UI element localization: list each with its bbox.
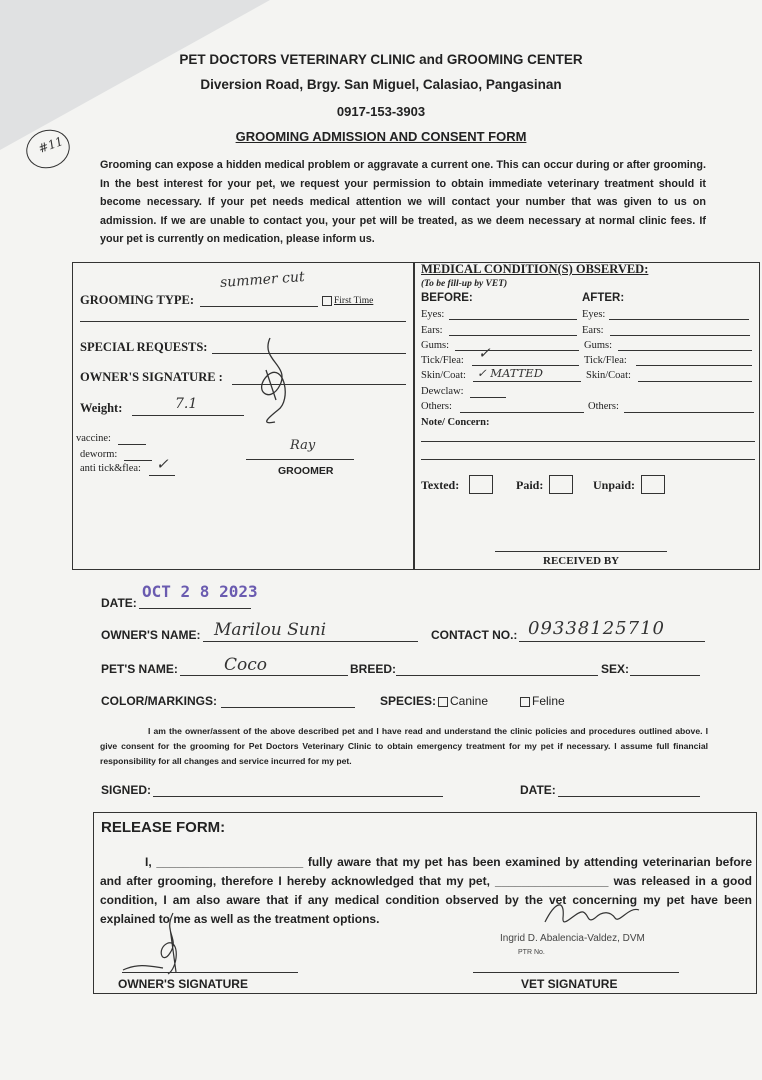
- skin-before-line: [473, 381, 581, 382]
- note-line-2: [421, 459, 755, 460]
- grooming-type-value[interactable]: summer cut: [219, 269, 306, 291]
- date-label: DATE:: [101, 596, 137, 610]
- clinic-phone: 0917-153-3903: [336, 104, 426, 119]
- ears-before-line: [449, 335, 577, 336]
- folded-corner: [0, 0, 270, 150]
- contact-label: CONTACT NO.:: [431, 628, 518, 642]
- weight-line: [132, 415, 244, 416]
- clinic-address: Diversion Road, Brgy. San Miguel, Calasiao, Pangasinan: [200, 77, 562, 92]
- gums-after-line: [618, 350, 752, 351]
- signed-date-line: [558, 796, 700, 797]
- ptr-label: PTR No.: [518, 949, 545, 956]
- grooming-type-line-2: [80, 321, 406, 322]
- date-line: [139, 608, 251, 609]
- grooming-type-line: [200, 306, 318, 307]
- vet-signature-label: VET SIGNATURE: [521, 977, 618, 991]
- anti-tick-value[interactable]: ✓: [156, 455, 169, 473]
- dewclaw-line: [470, 397, 506, 398]
- medical-title: MEDICAL CONDITION(S) OBSERVED:: [421, 262, 649, 276]
- clinic-name: PET DOCTORS VETERINARY CLINIC and GROOMING CENTER: [179, 52, 583, 67]
- feline-label: Feline: [532, 694, 565, 708]
- texted-checkbox[interactable]: [469, 475, 493, 494]
- note-concern-label: Note/ Concern:: [421, 417, 490, 428]
- eyes-before-label: Eyes:: [421, 309, 445, 320]
- before-label: BEFORE:: [421, 292, 473, 304]
- signed-label: SIGNED:: [101, 783, 152, 797]
- pet-name-label: PET'S NAME:: [101, 662, 178, 676]
- tick-after-label: Tick/Flea:: [584, 355, 627, 366]
- special-requests-label: SPECIAL REQUESTS:: [80, 340, 208, 354]
- species-label: SPECIES:: [380, 694, 437, 708]
- skin-before-value[interactable]: ✓ MATTED: [477, 366, 543, 380]
- margin-note: #11: [36, 134, 65, 156]
- gums-before-label: Gums:: [421, 340, 450, 351]
- ears-after-line: [610, 335, 750, 336]
- feline-checkbox[interactable]: [520, 697, 530, 707]
- owner-name-label: OWNER'S NAME:: [101, 628, 201, 642]
- first-time-label: First Time: [334, 296, 374, 307]
- eyes-before-line: [449, 319, 577, 320]
- received-by-line: [495, 551, 667, 552]
- gums-after-label: Gums:: [584, 340, 613, 351]
- eyes-after-label: Eyes:: [582, 309, 606, 320]
- dewclaw-label: Dewclaw:: [421, 386, 464, 397]
- sex-label: SEX:: [601, 662, 630, 676]
- owner-release-signature-line: [122, 972, 298, 973]
- grooming-medical-box: [72, 262, 760, 570]
- gums-before-line: [455, 350, 579, 351]
- owner-signature: [240, 330, 310, 430]
- consent-paragraph: [100, 724, 708, 769]
- release-text: I, ______________________ fully aware that my pet has been examined by attending veterinarian before and after grooming, therefore I hereby acknowledged that my pet, _________________ was released in a good condition, I am also aware that if any medical condition observed by the vet concerning my pet have been explained to me as well as the treatment options.: [100, 855, 752, 926]
- pet-name-line: [180, 675, 348, 676]
- breed-line: [396, 675, 598, 676]
- feline-option[interactable]: [520, 694, 565, 708]
- color-line: [221, 707, 355, 708]
- eyes-after-line: [609, 319, 749, 320]
- vaccine-label: vaccine:: [76, 433, 111, 444]
- date-stamp[interactable]: OCT 2 8 2023: [142, 582, 258, 601]
- tick-before-label: Tick/Flea:: [421, 355, 464, 366]
- ears-before-label: Ears:: [421, 325, 443, 336]
- intro-paragraph: Grooming can expose a hidden medical problem or aggravate a current one. This can occur during or after grooming. In the best interest for your pet, we request your permission to obtain immediate veterinary treatment should it become necessary. If your pet needs medical attention we will contact your number that was given to us on admission. If we are unable to contact you, your pet will be treated, as we deem necessary at normal clinic fees. If your pet is currently on medication, please inform us.: [100, 159, 706, 246]
- owner-release-signature-label: OWNER'S SIGNATURE: [118, 977, 248, 991]
- canine-label: Canine: [450, 694, 489, 708]
- texted-label: Texted:: [421, 478, 460, 492]
- consent-text: I am the owner/assent of the above described pet and I have read and understand the clinic policies and procedures outlined above. I give consent for the grooming for Pet Doctors Veterinary Clinic to obtain emergency treatment for my pet if necessary. I assume full financial responsibility for all changes and service incurred for my pet.: [100, 726, 708, 766]
- signed-date-label: DATE:: [520, 783, 556, 797]
- skin-after-line: [638, 381, 752, 382]
- tick-before-value[interactable]: ✓: [478, 344, 491, 362]
- groomer-label: GROOMER: [278, 465, 334, 477]
- others-after-label: Others:: [588, 401, 619, 412]
- paid-checkbox[interactable]: [549, 475, 573, 494]
- first-time-checkbox[interactable]: [322, 296, 332, 306]
- release-title: RELEASE FORM:: [101, 819, 226, 836]
- others-before-line: [460, 412, 584, 413]
- others-before-label: Others:: [421, 401, 452, 412]
- tick-after-line: [636, 365, 752, 366]
- anti-tick-line: [149, 475, 175, 476]
- deworm-label: deworm:: [80, 449, 118, 460]
- owner-release-signature: [118, 908, 198, 978]
- paid-label: Paid:: [516, 478, 544, 492]
- contact-line: [519, 641, 705, 642]
- unpaid-label: Unpaid:: [593, 478, 636, 492]
- sex-line: [630, 675, 700, 676]
- vet-signature-line: [473, 972, 679, 973]
- note-line-1: [421, 441, 755, 442]
- groomer-line: [246, 459, 354, 460]
- skin-before-label: Skin/Coat:: [421, 370, 466, 381]
- owner-name-value[interactable]: Marilou Suni: [214, 620, 327, 640]
- color-label: COLOR/MARKINGS:: [101, 694, 217, 708]
- vet-name-stamp: Ingrid D. Abalencia-Valdez, DVM: [500, 933, 645, 944]
- after-label: AFTER:: [582, 292, 625, 304]
- form-title: GROOMING ADMISSION AND CONSENT FORM: [235, 129, 527, 144]
- ears-after-label: Ears:: [582, 325, 604, 336]
- owner-signature-label: OWNER'S SIGNATURE :: [80, 370, 223, 384]
- box-divider: [413, 262, 415, 570]
- owner-name-line: [203, 641, 418, 642]
- others-after-line: [624, 412, 754, 413]
- signed-line: [153, 796, 443, 797]
- breed-label: BREED:: [350, 662, 397, 676]
- weight-label: Weight:: [80, 401, 123, 415]
- vaccine-line: [118, 444, 146, 445]
- received-by-label: RECEIVED BY: [543, 555, 620, 567]
- contact-value[interactable]: 09338125710: [528, 618, 665, 639]
- deworm-line: [124, 460, 152, 461]
- weight-value[interactable]: 7.1: [175, 396, 198, 412]
- groomer-name: Ray: [290, 438, 316, 453]
- anti-tick-label: anti tick&flea:: [80, 463, 141, 474]
- grooming-type-label: GROOMING TYPE:: [80, 293, 195, 307]
- pet-name-value[interactable]: Coco: [224, 655, 267, 675]
- canine-option[interactable]: [438, 694, 488, 708]
- medical-subtitle: (To be fill-up by VET): [421, 279, 508, 289]
- canine-checkbox[interactable]: [438, 697, 448, 707]
- unpaid-checkbox[interactable]: [641, 475, 665, 494]
- first-time-option[interactable]: [322, 296, 373, 306]
- skin-after-label: Skin/Coat:: [586, 370, 631, 381]
